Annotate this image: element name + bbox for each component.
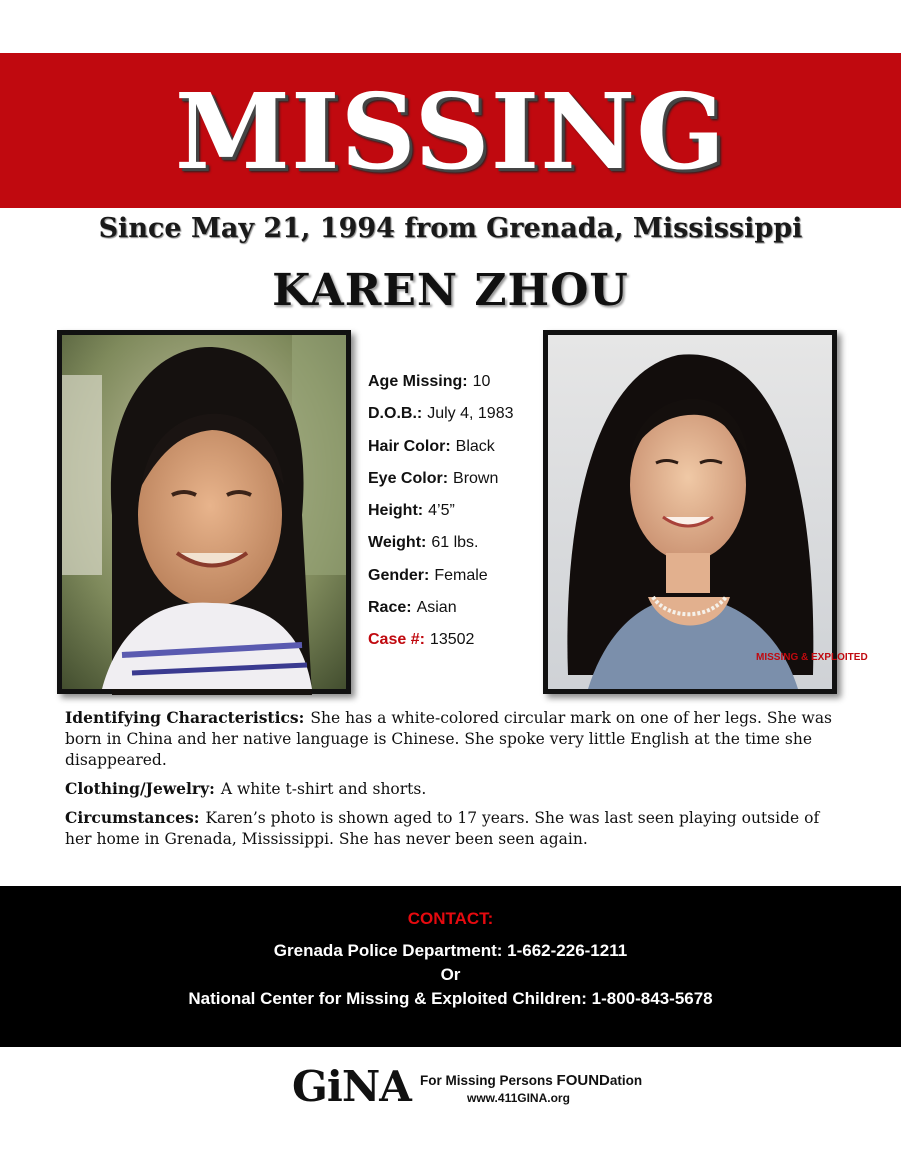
fact-weight [368, 527, 538, 559]
fact-dob [368, 398, 538, 430]
fact-value: Female [434, 566, 488, 584]
ncmec-watermark [756, 652, 868, 663]
fact-value: July 4, 1983 [427, 405, 514, 423]
gina-tagline [420, 1072, 642, 1089]
identifying-paragraph [65, 707, 845, 771]
tagline-bold: FOUND [556, 1072, 610, 1089]
identifying-text: She has a white-colored circular mark on one of her legs. She was born in China and her native language is Chinese. She spoke very little English at the time she disappeared. [65, 709, 833, 769]
fact-label: Hair Color: [368, 437, 451, 455]
fact-race [368, 592, 538, 624]
fact-height [368, 495, 538, 527]
fact-label: Height: [368, 502, 424, 520]
fact-gender [368, 560, 538, 592]
case-description [65, 707, 845, 857]
contact-title: CONTACT: [407, 909, 494, 928]
contact-police: Grenada Police Department: 1-662-226-1211 [273, 941, 628, 960]
fact-eye-color [368, 463, 538, 495]
circumstances-paragraph [65, 807, 845, 850]
gina-url-link[interactable]: www.411GINA.org [467, 1091, 570, 1105]
fact-value: 61 lbs. [431, 534, 479, 552]
fact-label: Race: [368, 599, 412, 617]
fact-value: Asian [416, 599, 457, 617]
fact-label: Gender: [368, 566, 430, 584]
identifying-label: Identifying Characteristics: [65, 708, 305, 727]
contact-ncmec: National Center for Missing & Exploited Children: 1-800-843-5678 [188, 989, 713, 1008]
contact-or: Or [440, 965, 461, 984]
clothing-paragraph [65, 778, 845, 800]
gina-footer [290, 1062, 650, 1112]
circumstances-label: Circumstances: [65, 808, 200, 827]
fact-value: 10 [472, 373, 491, 390]
physical-description-list [368, 366, 538, 657]
fact-label: D.O.B.: [368, 405, 423, 423]
fact-label: Age Missing: [368, 373, 468, 390]
missing-person-name: KAREN ZHOU [272, 265, 629, 316]
fact-label: Weight: [368, 534, 427, 552]
tagline-suffix: ation [609, 1073, 643, 1088]
fact-value: Brown [453, 469, 499, 487]
poster-title: MISSING [174, 70, 727, 193]
fact-age-missing [368, 366, 538, 398]
missing-since-line: Since May 21, 1994 from Grenada, Mississippi [98, 213, 803, 244]
fact-value: 13502 [429, 631, 475, 649]
age-progressed-photo [543, 330, 868, 694]
watermark-text: MISSING & EXPLOITED [756, 652, 868, 663]
fact-value: Black [455, 437, 495, 455]
childhood-photo [57, 330, 351, 694]
clothing-label: Clothing/Jewelry: [65, 779, 215, 798]
clothing-text: A white t-shirt and shorts. [220, 780, 427, 798]
fact-value: 4’5” [428, 502, 455, 520]
circumstances-text: Karen’s photo is shown aged to 17 years. She was last seen playing outside of her home in Grenada, Mississippi. She has never been seen again. [65, 809, 820, 848]
fact-label: Case #: [368, 631, 425, 649]
fact-case-number [368, 624, 538, 656]
fact-hair-color [368, 431, 538, 463]
fact-label: Eye Color: [368, 469, 449, 487]
tagline-prefix: For Missing Persons [420, 1073, 557, 1088]
gina-logo: GiNA [292, 1062, 411, 1111]
